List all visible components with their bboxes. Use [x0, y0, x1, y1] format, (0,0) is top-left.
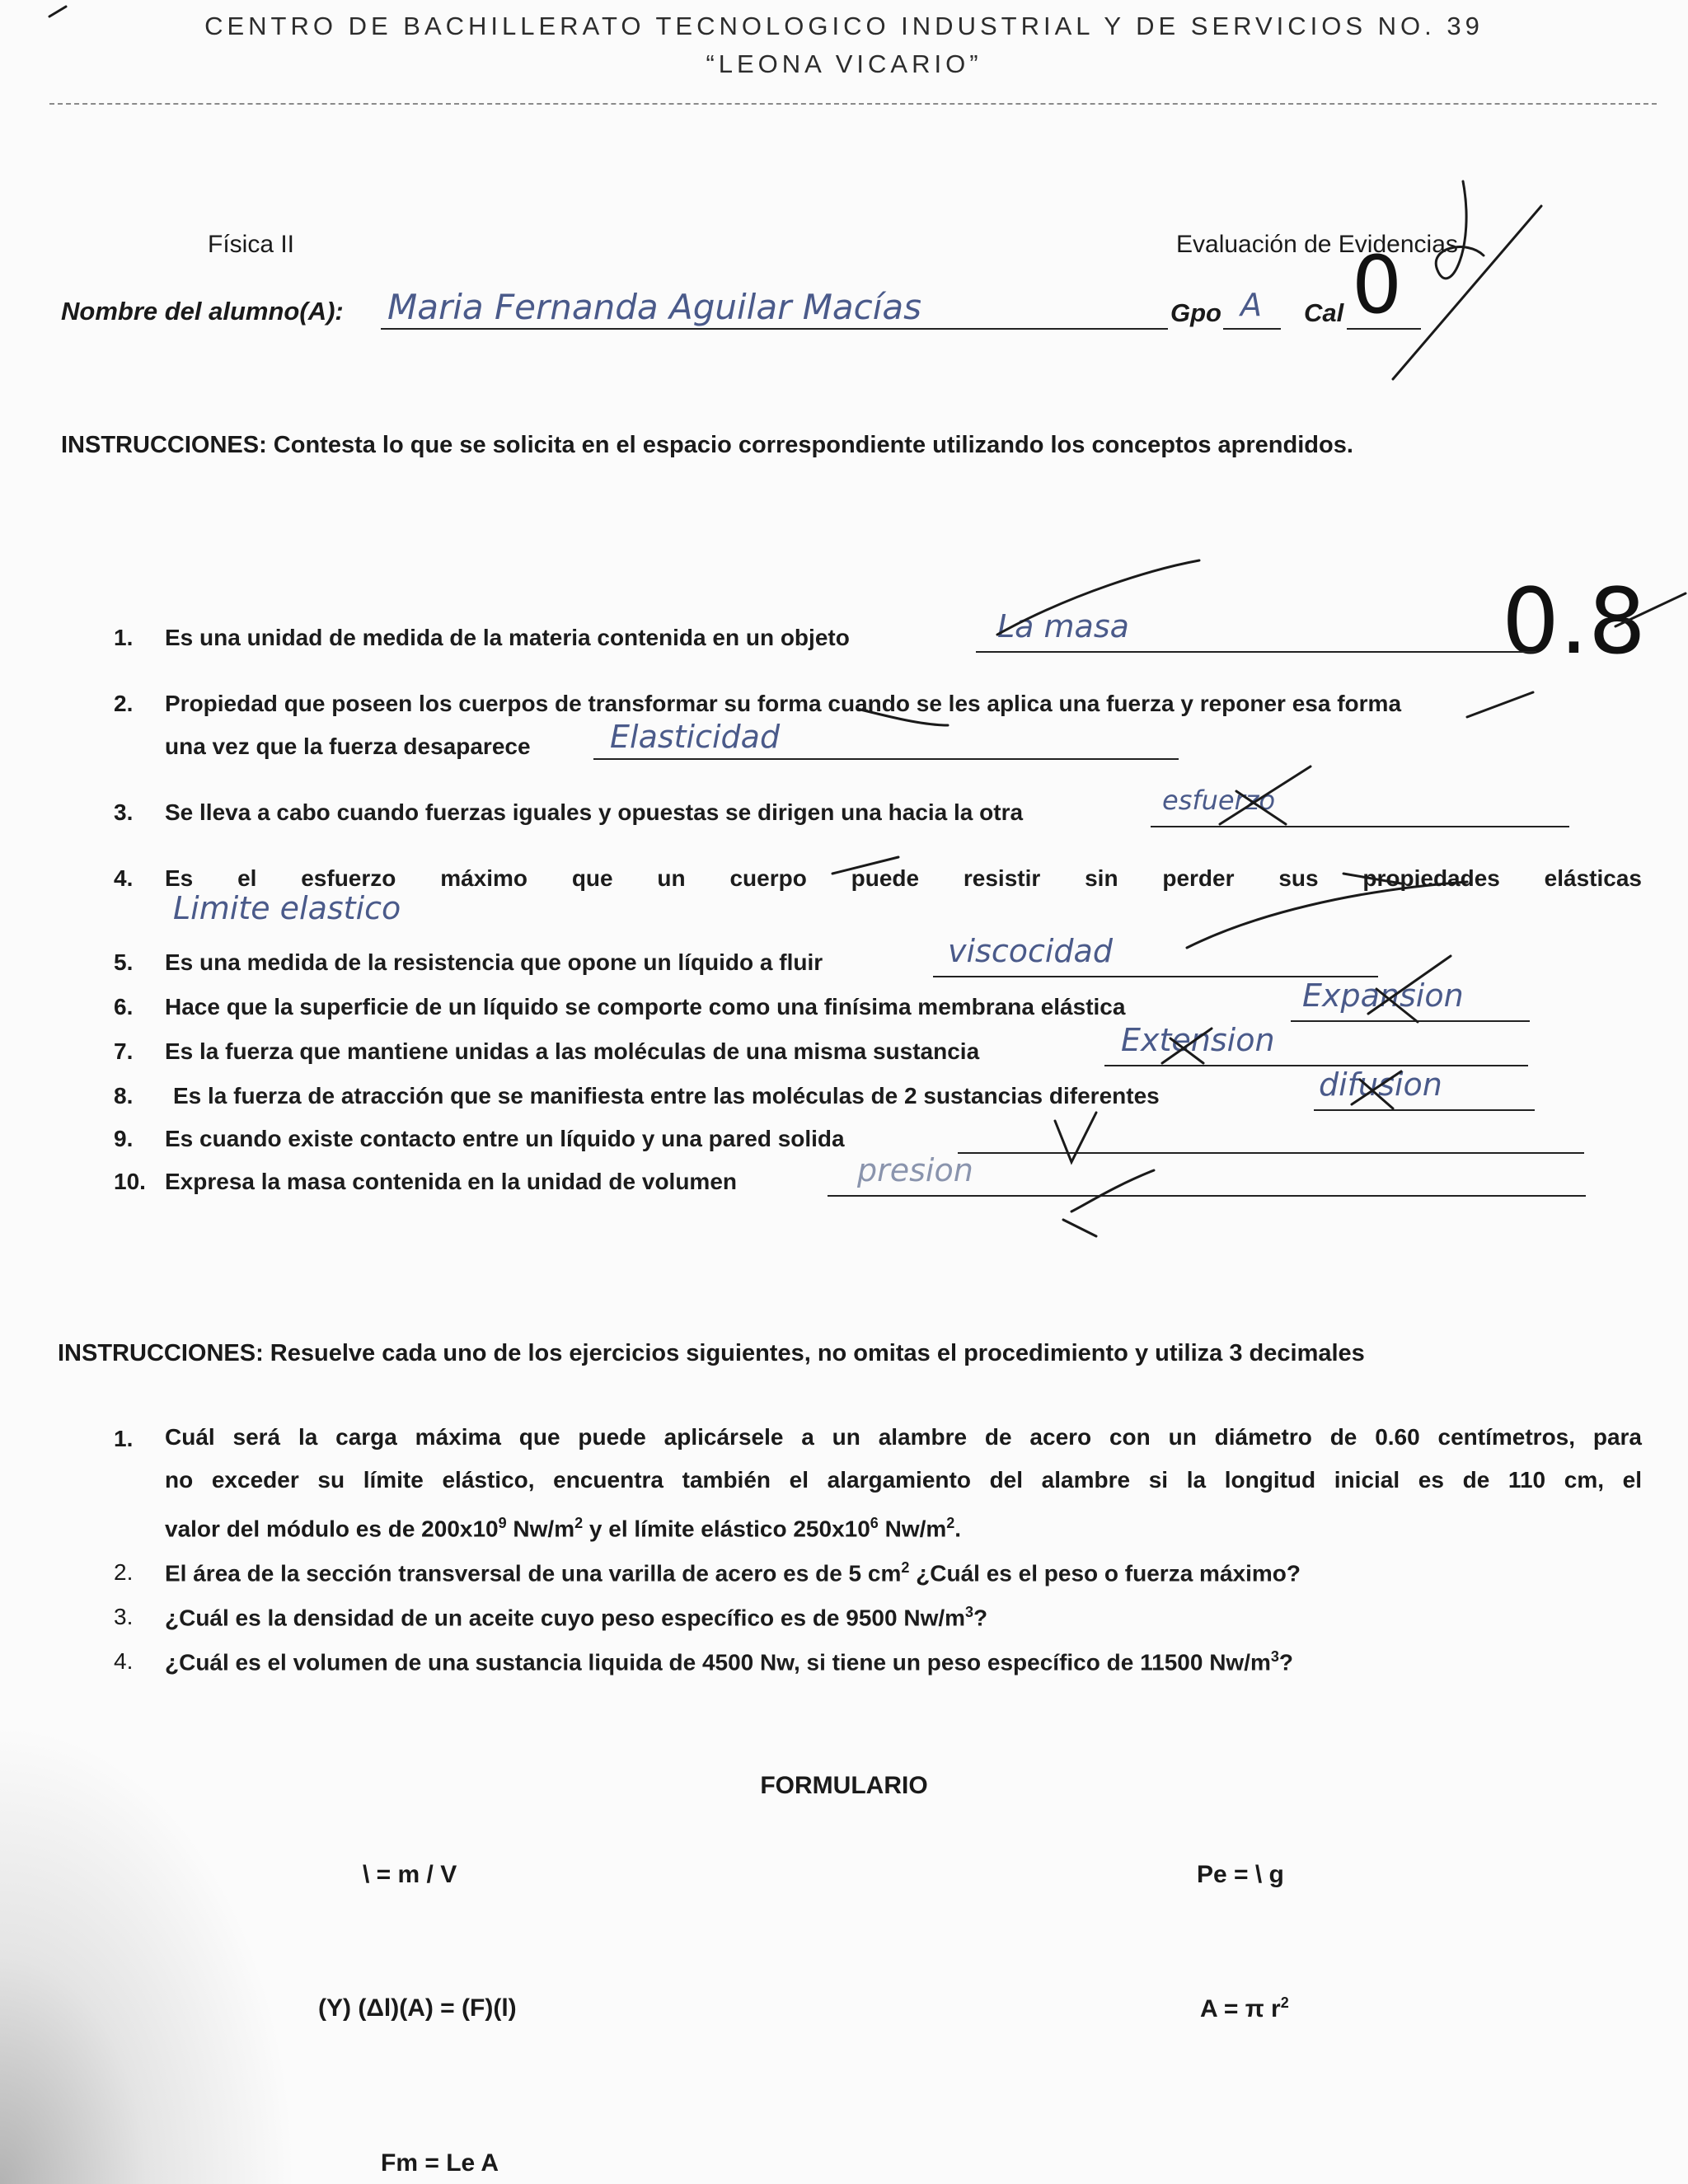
answer-10-line	[828, 1195, 1586, 1197]
question-4-text: Es el esfuerzo máximo que un cuerpo puede resistir sin perder sus propiedades elásticas	[165, 865, 1642, 891]
question-2-text: Propiedad que poseen los cuerpos de transformar su forma cuando se les aplica una fuerza y reponer esa forma	[165, 691, 1402, 716]
evaluation-label: Evaluación de Evidencias	[1176, 231, 1458, 258]
group-line	[1223, 328, 1281, 330]
exercise-4-text: ¿Cuál es el volumen de una sustancia liquida de 4500 Nw, si tiene un peso específico de 11500 $Nw/m^3$?	[165, 1648, 1293, 1675]
question-10-text: Expresa la masa contenida en la unidad de volumen	[165, 1169, 737, 1194]
school-subtitle: “LEONA VICARIO”	[706, 49, 982, 78]
group-value: A	[1240, 287, 1262, 323]
cross-q10	[1063, 1170, 1154, 1236]
question-5-text: Es una medida de la resistencia que opone un líquido a fluir	[165, 949, 823, 975]
student-name-value: Maria Fernanda Aguilar Macías	[387, 287, 922, 327]
student-name-label: Nombre del alumno(A):	[61, 297, 344, 326]
question-5-number: 5.	[114, 949, 134, 975]
question-3-number: 3.	[114, 799, 134, 825]
section2-instructions: INSTRUCCIONES: Resuelve cada uno de los ejercicios siguientes, no omitas el procedimiento y utiliza 3 decimales	[58, 1340, 1365, 1366]
question-2-text-cont: una vez que la fuerza desaparece	[165, 733, 531, 759]
question-1-number: 1.	[114, 625, 134, 650]
question-10-number: 10.	[114, 1169, 146, 1194]
formula-density: \ = m / V	[363, 1861, 457, 1888]
answer-1: La masa	[997, 608, 1129, 644]
question-7-number: 7.	[114, 1038, 134, 1064]
formula-area: A = π $r^2$	[1200, 1994, 1289, 2022]
question-3-text: Se lleva a cabo cuando fuerzas iguales y opuestas se dirigen una hacia la otra	[165, 799, 1024, 825]
exercise-1-number: 1.	[114, 1426, 134, 1451]
answer-2-line	[593, 758, 1179, 760]
section1-instructions: INSTRUCCIONES: Contesta lo que se solicita en el espacio correspondiente utilizando los conceptos aprendidos.	[61, 432, 1353, 458]
formula-young-modulus: (Y) (Δl)(A) = (F)(l)	[318, 1994, 517, 2022]
student-name-line	[381, 328, 1168, 330]
grade-stroke	[1436, 181, 1484, 279]
question-9-text: Es cuando existe contacto entre un líquido y una pared solida	[165, 1126, 845, 1151]
answer-1-line	[976, 651, 1536, 653]
exercise-1-text	[165, 1416, 1642, 1550]
question-6-number: 6.	[114, 994, 134, 1019]
grade-label: Cal	[1304, 298, 1344, 327]
answer-7-line	[1104, 1065, 1528, 1066]
exercise-4-number: 4.	[114, 1648, 134, 1674]
scan-shadow	[0, 1722, 297, 2184]
question-8-text: Es la fuerza de atracción que se manifiesta entre las moléculas de 2 sustancias diferentes	[173, 1083, 1160, 1108]
exercise-1-line1: Cuál será la carga máxima que puede aplicársele a un alambre de acero con un diámetro de 0.60 centímetros, para	[165, 1424, 1642, 1450]
answer-3: esfuerzo	[1162, 785, 1276, 816]
exercise-1-line2: no exceder su límite elástico, encuentra también el alargamiento del alambre si la longitud inicial es de 110 cm, el	[165, 1467, 1642, 1493]
answer-2: Elasticidad	[610, 719, 781, 755]
answer-9-line	[958, 1152, 1584, 1154]
exercise-1-line3: valor del módulo es de $200x10^9$ $Nw/m^2$ y el límite elástico $250x10^6$ $Nw/m^2$.	[165, 1515, 962, 1542]
question-9-number: 9.	[114, 1126, 134, 1151]
formula-max-force: Fm = Le A	[381, 2149, 499, 2177]
exercise-2-number: 2.	[114, 1559, 134, 1585]
exercise-3-text: ¿Cuál es la densidad de un aceite cuyo peso específico es de 9500 $Nw/m^3$?	[165, 1604, 988, 1631]
question-8-number: 8.	[114, 1083, 134, 1108]
answer-6: Expansion	[1302, 977, 1464, 1014]
grade-value: 0	[1352, 239, 1403, 331]
answer-10: presion	[857, 1152, 973, 1188]
strike-q2b	[1467, 692, 1533, 717]
answer-8-line	[1314, 1109, 1535, 1111]
question-7-text: Es la fuerza que mantiene unidas a las moléculas de una misma sustancia	[165, 1038, 980, 1064]
answer-8: difusion	[1319, 1066, 1442, 1103]
question-1-text: Es una unidad de medida de la materia contenida en un objeto	[165, 625, 850, 650]
score-mark: 0.8	[1502, 569, 1646, 674]
check-q5	[1187, 882, 1467, 948]
school-name: CENTRO DE BACHILLERATO TECNOLOGICO INDUSTRIAL Y DE SERVICIOS NO. 39	[204, 12, 1484, 40]
question-6-text: Hace que la superficie de un líquido se comporte como una finísima membrana elástica	[165, 994, 1126, 1019]
answer-5: viscocidad	[948, 933, 1113, 969]
subject-label: Física II	[208, 231, 295, 258]
question-4-number: 4.	[114, 865, 134, 891]
answer-7: Extension	[1121, 1022, 1275, 1058]
exercise-2-text: El área de la sección transversal de una varilla de acero es de 5 $cm^2$ ¿Cuál es el peso o fuerza máximo?	[165, 1559, 1301, 1586]
answer-3-line	[1151, 826, 1569, 827]
question-2-number: 2.	[114, 691, 134, 716]
answer-6-line	[1291, 1020, 1530, 1022]
group-label: Gpo	[1170, 298, 1221, 327]
header-divider	[49, 103, 1657, 105]
mark-q9	[1055, 1113, 1096, 1162]
answer-4: Limite elastico	[173, 890, 401, 926]
exercise-3-number: 3.	[114, 1604, 134, 1629]
formula-specific-weight: Pe = \ g	[1197, 1861, 1284, 1888]
formulario-title: FORMULARIO	[760, 1772, 928, 1799]
